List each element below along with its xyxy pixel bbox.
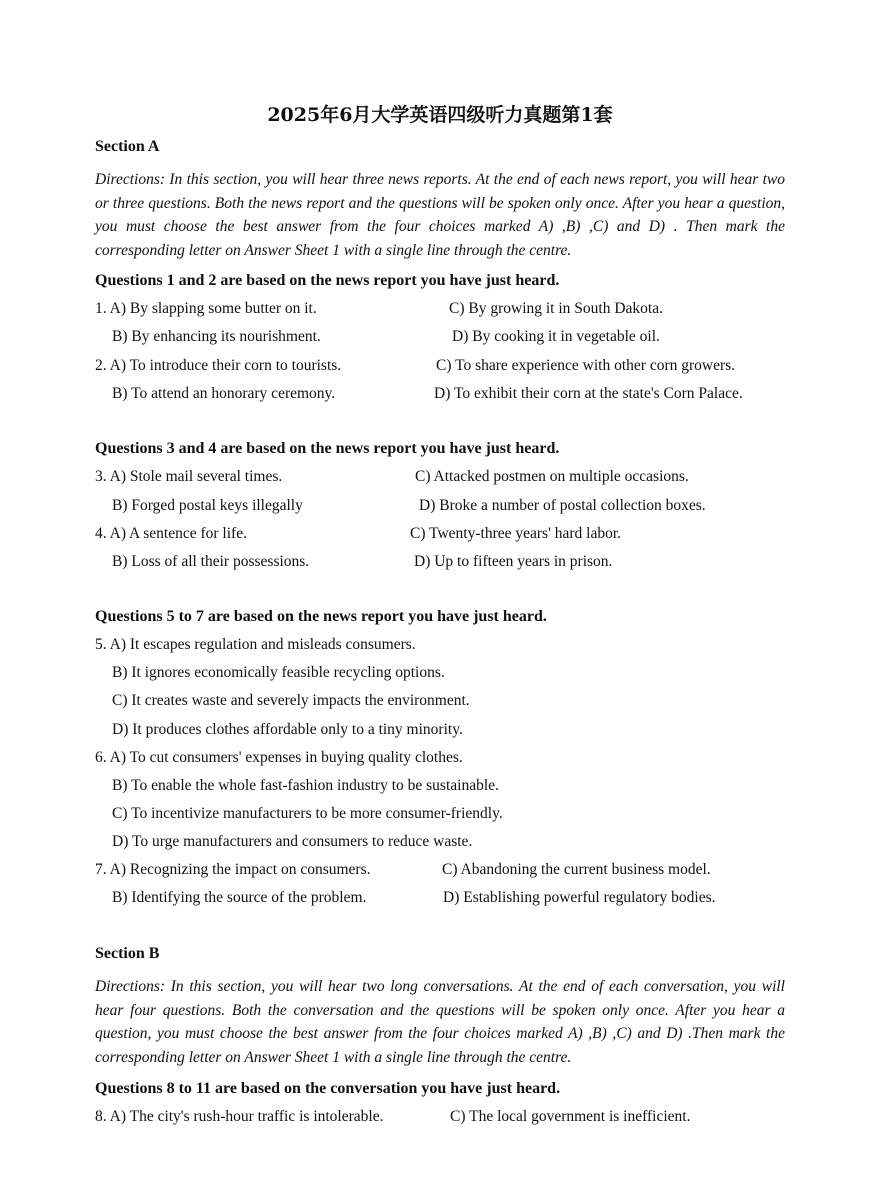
q5-option-c: C) It creates waste and severely impacts the environment.: [112, 692, 470, 709]
q3-option-b: B) Forged postal keys illegally: [112, 497, 303, 514]
q4-option-c: C) Twenty-three years' hard labor.: [410, 525, 622, 542]
section-b-directions: Directions: In this section, you will hear two long conversations. At the end of each conversation, you will hear four questions. Both the conversation and the questions will be spoken only once. After you hear a question, you must choose the best answer from the four choices marked A) ,B) ,C) and D) .Then mark the corresponding letter on Answer Sheet 1 with a single line through the centre.: [95, 978, 785, 1066]
questions-5-7-heading: Questions 5 to 7 are based on the news report you have just heard.: [95, 608, 547, 625]
questions-3-4-heading: Questions 3 and 4 are based on the news report you have just heard.: [95, 440, 560, 457]
q2-option-d: D) To exhibit their corn at the state's Corn Palace.: [434, 385, 743, 402]
q4-option-b: B) Loss of all their possessions.: [112, 553, 310, 570]
q6-option-a: 6. A) To cut consumers' expenses in buying quality clothes.: [95, 749, 463, 766]
q2-option-c: C) To share experience with other corn growers.: [436, 357, 736, 374]
q1-option-a: 1. A) By slapping some butter on it.: [95, 300, 317, 317]
q6-option-d: D) To urge manufacturers and consumers to reduce waste.: [112, 833, 473, 850]
q6-option-c: C) To incentivize manufacturers to be more consumer-friendly.: [112, 805, 503, 822]
q8-option-c: C) The local government is inefficient.: [450, 1108, 691, 1125]
section-b-heading: Section B: [95, 945, 160, 962]
q6-option-b: B) To enable the whole fast-fashion industry to be sustainable.: [112, 777, 499, 794]
q7-option-b: B) Identifying the source of the problem.: [112, 889, 367, 906]
q8-option-a: 8. A) The city's rush-hour traffic is intolerable.: [95, 1108, 384, 1125]
q3-option-c: C) Attacked postmen on multiple occasions.: [415, 468, 689, 485]
questions-8-11-heading: Questions 8 to 11 are based on the conversation you have just heard.: [95, 1080, 561, 1097]
q5-option-b: B) It ignores economically feasible recycling options.: [112, 664, 445, 681]
page-title: 2025年6月大学英语四级听力真题第1套: [267, 104, 613, 126]
q2-option-a: 2. A) To introduce their corn to tourists.: [95, 357, 342, 374]
q5-option-d: D) It produces clothes affordable only to a tiny minority.: [112, 721, 463, 738]
q2-option-b: B) To attend an honorary ceremony.: [112, 385, 336, 402]
section-a-heading: Section A: [95, 138, 160, 155]
q1-option-c: C) By growing it in South Dakota.: [449, 300, 663, 317]
q4-option-a: 4. A) A sentence for life.: [95, 525, 247, 542]
q3-option-d: D) Broke a number of postal collection boxes.: [419, 497, 706, 514]
q1-option-b: B) By enhancing its nourishment.: [112, 328, 321, 345]
q7-option-c: C) Abandoning the current business model.: [442, 861, 711, 878]
q7-option-a: 7. A) Recognizing the impact on consumers.: [95, 861, 371, 878]
q4-option-d: D) Up to fifteen years in prison.: [414, 553, 613, 570]
q1-option-d: D) By cooking it in vegetable oil.: [452, 328, 660, 345]
q3-option-a: 3. A) Stole mail several times.: [95, 468, 283, 485]
section-a-directions: Directions: In this section, you will hear three news reports. At the end of each news report, you will hear two or three questions. Both the news report and the questions will be spoken only once. After you hear a question, you must choose the best answer from the four choices marked A) ,B) ,C) and D) . Then mark the corresponding letter on Answer Sheet 1 with a single line through the centre.: [95, 171, 785, 259]
q7-option-d: D) Establishing powerful regulatory bodies.: [443, 889, 716, 906]
questions-1-2-heading: Questions 1 and 2 are based on the news report you have just heard.: [95, 272, 560, 289]
q5-option-a: 5. A) It escapes regulation and misleads consumers.: [95, 636, 416, 653]
